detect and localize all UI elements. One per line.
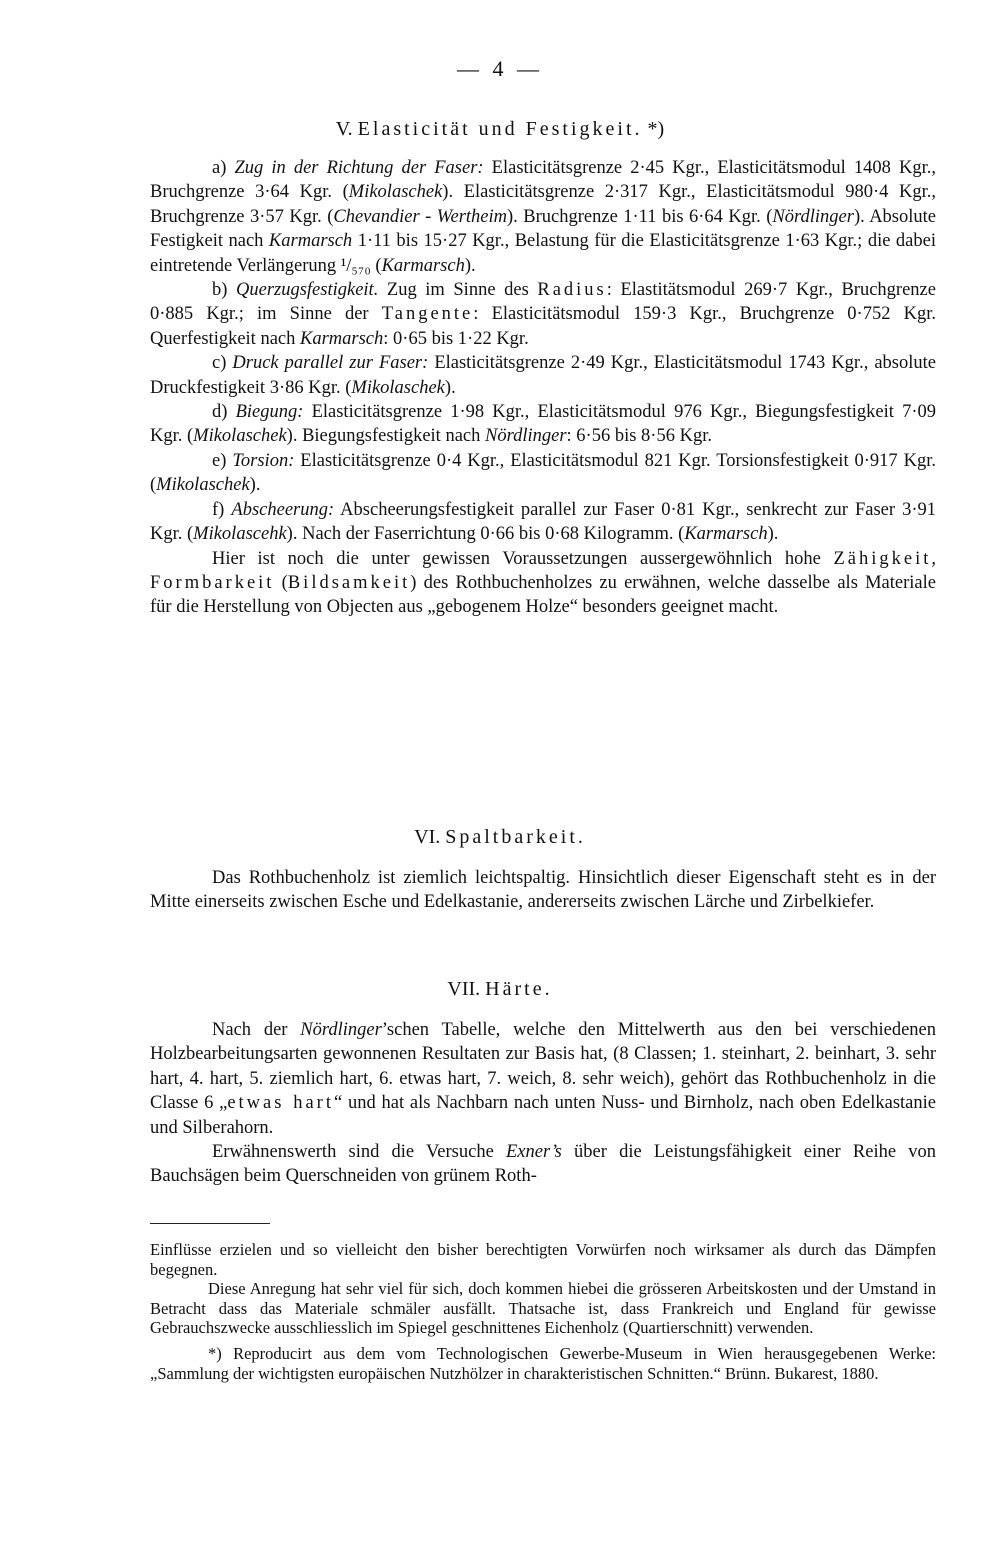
paragraph-f [150, 498, 936, 547]
section-heading-vi [0, 826, 1000, 849]
text: ). Elasticitätsgrenze 2·317 Kgr., Elasticitätsmodul 980·4 Kgr., Bruchgrenze 3·57 Kgr. ( [150, 182, 936, 227]
author-name: Mikolaschek [351, 377, 445, 398]
footnotes [150, 1240, 936, 1383]
spaced-term: Tangente [381, 304, 474, 325]
paragraph-b [150, 278, 936, 351]
author-name: Mikolaschek [156, 475, 250, 496]
page-number: — 4 — [457, 56, 543, 81]
item-title: Biegung: [235, 402, 304, 423]
item-title: Abscheerung: [231, 499, 335, 520]
text: ). Nach der Faserrichtung 0·66 bis 0·68 Kilogramm. ( [286, 524, 685, 545]
text: Elasticitätsgrenze 2·49 Kgr., Elasticitätsmodul 1743 Kgr., absolute Druckfestigkeit 3·86 Kgr. ( [150, 353, 936, 398]
paragraph-a [150, 156, 936, 278]
paragraph-c [150, 351, 936, 400]
text: ). Bruchgrenze 1·11 bis 6·64 Kgr. ( [507, 206, 773, 227]
text: : Elasticitätsmodul 159·3 Kgr., Bruchgrenze 0·752 Kgr. Querfestigkeit nach [150, 304, 936, 349]
heading-title: Elasticität und Festigkeit. [357, 118, 643, 140]
spaced-term: Zähigkeit [833, 548, 932, 569]
paragraph-e [150, 449, 936, 498]
text: ) des Rothbuchenholzes zu erwähnen, welche dasselbe als Materiale für die Herstellung von Objecten aus „gebogenem Holze“ besonders geeignet macht. [150, 572, 936, 618]
item-label: f) [212, 499, 232, 520]
item-title: Zug in der Richtung der Faser: [234, 158, 484, 178]
text: ). Biegungsfestigkeit nach [286, 426, 485, 447]
item-title: Querzugsfestigkeit. [236, 280, 379, 301]
section-vi-body [150, 866, 936, 915]
author-name: Nördlinger [485, 426, 567, 447]
author-name: Karmarsch [381, 255, 465, 276]
author-name: Chevandier - Wertheim [333, 206, 508, 227]
item-label: c) [212, 353, 233, 374]
text: , [931, 548, 936, 569]
author-name: Nördlinger [300, 1020, 382, 1040]
item-label: a) [212, 158, 235, 178]
text: ( [274, 572, 288, 593]
author-name: Mikolaschek [348, 182, 443, 203]
footnote-separator [150, 1223, 270, 1224]
paragraph-haerte [150, 1018, 936, 1140]
heading-title: Härte. [485, 978, 553, 1000]
author-name: Exner’s [505, 1142, 562, 1163]
author-name: Karmarsch [268, 231, 353, 252]
author-name: Karmarsch [300, 328, 384, 349]
text: Elasticitätsgrenze 0·4 Kgr., Elasticitätsmodul 821 Kgr. Torsionsfestigkeit 0·917 Kgr. ( [150, 450, 936, 496]
text: 1·11 bis 15·27 Kgr., Belastung für die Elasticitätsgrenze 1·63 Kgr.; die dabei eintretende Verlängerung ¹/₅₇₀ ( [150, 231, 936, 276]
text: ’schen Tabelle, welche den Mittelwerth aus den bei verschiedenen Holzbearbeitungsarten gewonnenen Resultaten zur Basis hat, (8 Classen; 1. steinhart, 2. beinhart, 3. sehr hart, 4. hart, 5. ziemlich hart, 6. etwas hart, 7. weich, 8. sehr weich), gehört das Rothbuchenholz in die Classe 6 „ [150, 1020, 936, 1114]
heading-number: V. [335, 118, 358, 140]
paragraph-closing [150, 547, 936, 620]
section-heading-vii [0, 978, 1000, 1001]
item-label: b) [212, 280, 236, 301]
item-label: d) [212, 402, 236, 423]
text: : 6·56 bis 8·56 Kgr. [566, 426, 712, 447]
text: ). [767, 524, 779, 545]
text: Elasticitätsgrenze 2·45 Kgr., Elasticitätsmodul 1408 Kgr., Bruchgrenze 3·64 Kgr. ( [150, 158, 936, 203]
text: : Elastitätsmodul 269·7 Kgr., Bruchgrenze 0·885 Kgr.; im Sinne der [150, 280, 936, 325]
heading-number: VII. [447, 978, 486, 1000]
footnote-star: *) Reproducirt aus dem vom Technologischen Gewerbe-Museum in Wien herausgegebenen Werke: „Sammlung der wichtigsten europäischen Nutzhölzer in charakteristischen Schnitten.“ Brünn. Bukarest, 1880. [150, 1343, 936, 1383]
spaced-term: etwas hart [227, 1093, 334, 1114]
text: ). Absolute Festigkeit nach [150, 206, 936, 252]
text: Zug im Sinne des [378, 280, 538, 301]
text: Nach der [212, 1020, 301, 1040]
text: ). [444, 377, 456, 398]
author-name: Mikolaschek [193, 426, 287, 447]
spaced-term: Radius [537, 280, 607, 301]
heading-title: Spaltbarkeit. [445, 826, 586, 848]
text: Erwähnenswerth sind die Versuche [212, 1142, 506, 1163]
paragraph-exner [150, 1140, 936, 1189]
section-heading-v [0, 118, 1000, 141]
item-title: Druck parallel zur Faser: [232, 353, 429, 374]
text: Elasticitätsgrenze 1·98 Kgr., Elasticitätsmodul 976 Kgr., Biegungsfestigkeit 7·09 Kgr. ( [150, 402, 936, 447]
text: “ und hat als Nachbarn nach unten Nuss- und Birnholz, nach oben Edelkastanie und Silberahorn. [150, 1093, 936, 1138]
paragraph-d [150, 400, 936, 449]
author-name: Karmarsch [684, 524, 768, 545]
text: ). [249, 475, 261, 496]
item-title: Torsion: [232, 450, 295, 471]
heading-number: VI. [414, 826, 446, 848]
footnote-paragraph: Diese Anregung hat sehr viel für sich, doch kommen hiebei die grösseren Arbeitskosten und der Umstand in Betracht dass das Materiale schmäler ausfällt. Thatsache ist, dass Frankreich und England für gewisse Gebrauchszwecke ausschliesslich im Spiegel geschnittenes Eichenholz (Quartierschnitt) verwenden. [150, 1279, 936, 1338]
text: : 0·65 bis 1·22 Kgr. [383, 328, 529, 349]
author-name: Mikolascehk [193, 524, 287, 545]
paragraph-spaltbarkeit: Das Rothbuchenholz ist ziemlich leichtspaltig. Hinsichtlich dieser Eigenschaft steht es in der Mitte einerseits zwischen Esche und Edelkastanie, andererseits zwischen Lärche und Zirbelkiefer. [150, 868, 936, 913]
text: ). [464, 255, 476, 276]
heading-footnote-marker: *) [642, 118, 665, 140]
footnote-continuation: Einflüsse erzielen und so vielleicht den bisher berechtigten Vorwürfen noch wirksamer als durch das Dämpfen begegnen. [150, 1240, 936, 1279]
section-vii-body [150, 1018, 936, 1189]
item-label: e) [212, 450, 233, 471]
text: über die Leistungsfähigkeit einer Reihe von Bauchsägen beim Querschneiden von grünem Roth- [150, 1142, 936, 1187]
spaced-term: Formbarkeit [150, 572, 275, 593]
text: Abscheerungsfestigkeit parallel zur Faser 0·81 Kgr., senkrecht zur Faser 3·91 Kgr. ( [150, 499, 936, 545]
spaced-term: Bildsamkeit [287, 572, 411, 593]
author-name: Nördlinger [772, 206, 854, 227]
section-v-body [150, 156, 936, 620]
text: Hier ist noch die unter gewissen Voraussetzungen aussergewöhnlich hohe [212, 548, 834, 569]
